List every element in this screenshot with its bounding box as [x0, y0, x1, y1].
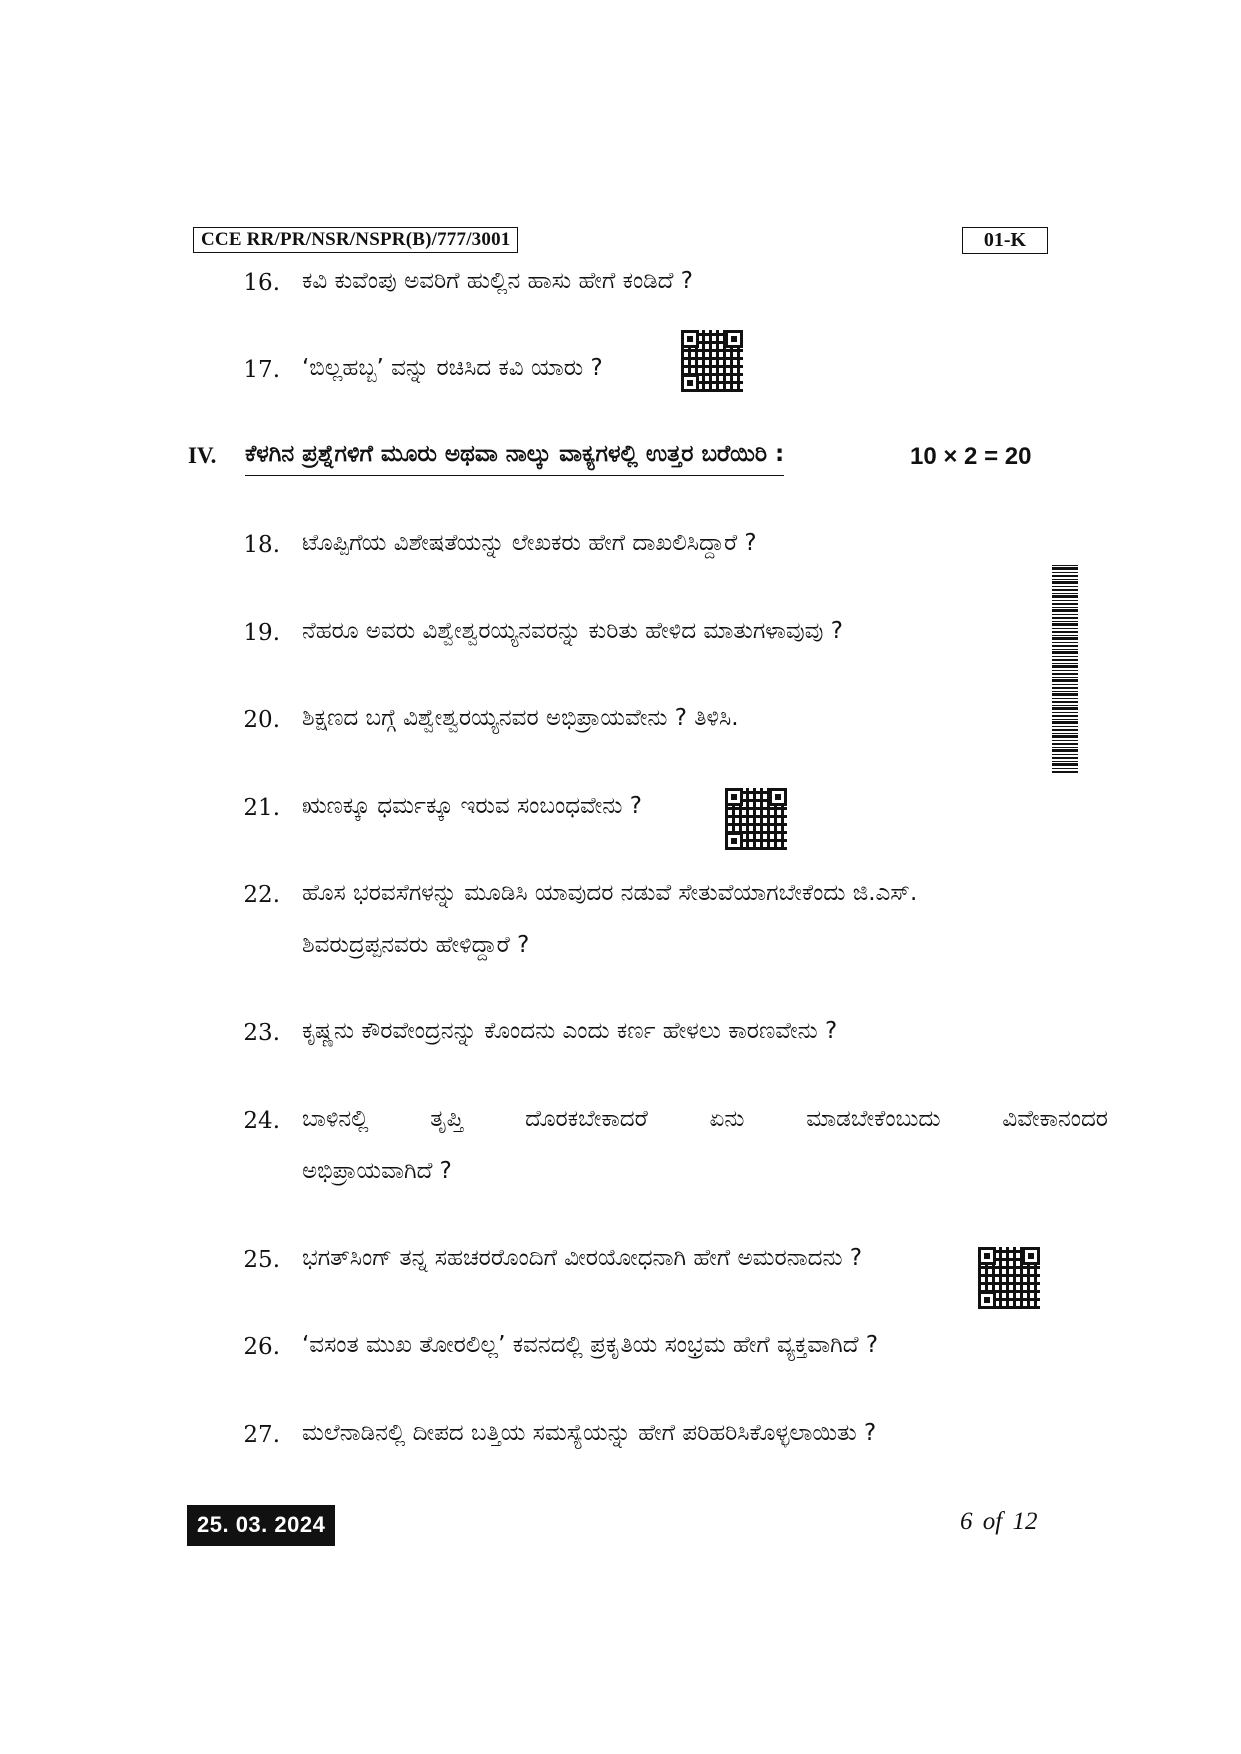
question-text: ಟೊಪ್ಪಿಗೆಯ ವಿಶೇಷತೆಯನ್ನು ಲೇಖಕರು ಹೇಗೆ ದಾಖಲಿಸಿದ್ದಾರೆ ? — [302, 530, 757, 556]
question-number: 16. — [243, 270, 280, 296]
question-text: ಭಗತ್‌ಸಿಂಗ್ ತನ್ನ ಸಹಚರರೊಂದಿಗೆ ವೀರಯೋಧನಾಗಿ ಹೇಗೆ ಅಮರನಾದನು ? — [302, 1245, 863, 1271]
question-number: 18. — [243, 532, 280, 558]
question-text-line: ಶಿವರುದ್ರಪ್ಪನವರು ಹೇಳಿದ್ದಾರೆ ? — [302, 932, 530, 958]
question-number: 17. — [243, 357, 280, 383]
question-text: ಕವಿ ಕುವೆಂಪು ಅವರಿಗೆ ಹುಲ್ಲಿನ ಹಾಸು ಹೇಗೆ ಕಂಡಿದೆ ? — [302, 268, 693, 294]
question-text-line: ಹೊಸ ಭರವಸೆಗಳನ್ನು ಮೂಡಿಸಿ ಯಾವುದರ ನಡುವೆ ಸೇತುವೆಯಾಗಬೇಕೆಂದು ಜಿ.ಎಸ್. — [302, 880, 918, 906]
section-number: IV. — [188, 443, 217, 468]
question-number: 21. — [243, 795, 280, 821]
question-text: ಕೃಷ್ಣನು ಕೌರವೇಂದ್ರನನ್ನು ಕೊಂದನು ಎಂದು ಕರ್ಣ ಹೇಳಲು ಕಾರಣವೇನು ? — [302, 1018, 838, 1044]
exam-date: 25. 03. 2024 — [187, 1505, 335, 1546]
question-text — [302, 1106, 1108, 1132]
section-marks: 10 × 2 = 20 — [910, 443, 1032, 470]
paper-code: 01-K — [962, 227, 1048, 254]
question-word: ಬಾಳಿನಲ್ಲಿ — [302, 1106, 369, 1132]
qr-code-icon — [725, 788, 787, 850]
question-text-line: ಅಭಿಪ್ರಾಯವಾಗಿದೆ ? — [302, 1158, 452, 1184]
question-word: ವಿವೇಕಾನಂದರ — [1002, 1106, 1108, 1132]
question-text — [302, 880, 1108, 906]
question-number: 25. — [243, 1247, 280, 1273]
question-number: 24. — [243, 1108, 280, 1134]
question-text: ಋಣಕ್ಕೂ ಧರ್ಮಕ್ಕೂ ಇರುವ ಸಂಬಂಧವೇನು ? — [302, 793, 642, 819]
question-number: 26. — [243, 1334, 280, 1360]
question-text: ನೆಹರೂ ಅವರು ವಿಶ್ವೇಶ್ವರಯ್ಯನವರನ್ನು ಕುರಿತು ಹೇಳಿದ ಮಾತುಗಳಾವುವು ? — [302, 618, 843, 644]
question-number: 23. — [243, 1020, 280, 1046]
question-number: 27. — [243, 1422, 280, 1448]
question-word: ತೃಪ್ತಿ — [430, 1106, 464, 1132]
question-text: ಶಿಕ್ಷಣದ ಬಗ್ಗೆ ವಿಶ್ವೇಶ್ವರಯ್ಯನವರ ಅಭಿಪ್ರಾಯವೇನು ? ತಿಳಿಸಿ. — [302, 705, 739, 731]
question-number: 19. — [243, 620, 280, 646]
question-word: ಏನು — [709, 1106, 745, 1132]
question-text: ‘ವಸಂತ ಮುಖ ತೋರಲಿಲ್ಲ’ ಕವನದಲ್ಲಿ ಪ್ರಕೃತಿಯ ಸಂಭ್ರಮ ಹೇಗೆ ವ್ಯಕ್ತವಾಗಿದೆ ? — [302, 1332, 879, 1358]
question-text: ‘ಬಿಲ್ಲಹಬ್ಬ’ ವನ್ನು ರಚಿಸಿದ ಕವಿ ಯಾರು ? — [302, 355, 603, 381]
question-text: ಮಲೆನಾಡಿನಲ್ಲಿ ದೀಪದ ಬತ್ತಿಯ ಸಮಸ್ಯೆಯನ್ನು ಹೇಗೆ ಪರಿಹರಿಸಿಕೊಳ್ಳಲಾಯಿತು ? — [302, 1420, 877, 1446]
qr-code-icon — [681, 330, 743, 392]
exam-code: CCE RR/PR/NSR/NSPR(B)/777/3001 — [193, 227, 518, 253]
question-word: ದೊರಕಬೇಕಾದರೆ — [525, 1106, 648, 1132]
question-number: 20. — [243, 707, 280, 733]
page-number: 6 of 12 — [960, 1508, 1038, 1535]
question-word: ಮಾಡಬೇಕೆಂಬುದು — [806, 1106, 941, 1132]
section-instruction: ಕೆಳಗಿನ ಪ್ರಶ್ನೆಗಳಿಗೆ ಮೂರು ಅಥವಾ ನಾಲ್ಕು ವಾಕ್ಯಗಳಲ್ಲಿ ಉತ್ತರ ಬರೆಯಿರಿ : — [245, 441, 784, 476]
qr-code-icon — [978, 1247, 1040, 1309]
question-number: 22. — [243, 882, 280, 908]
barcode-icon — [1052, 563, 1078, 773]
